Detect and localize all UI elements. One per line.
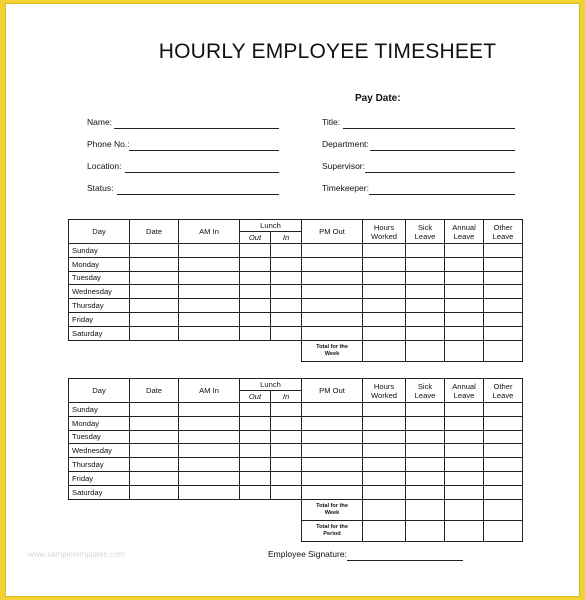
entry-cell[interactable]	[406, 485, 445, 499]
entry-cell[interactable]	[445, 430, 484, 444]
entry-cell[interactable]	[445, 444, 484, 458]
entry-cell[interactable]	[406, 458, 445, 472]
col-other-leave-line1: Other	[493, 381, 513, 391]
entry-cell[interactable]	[484, 271, 523, 285]
col-sick-leave-line2: Leave	[414, 390, 436, 400]
entry-cell[interactable]	[445, 285, 484, 299]
day-cell: Friday	[69, 312, 130, 326]
entry-cell[interactable]	[130, 326, 179, 340]
table-row	[69, 326, 523, 340]
entry-cell[interactable]	[130, 271, 179, 285]
entry-cell[interactable]	[240, 271, 271, 285]
pay-date-label: Pay Date:	[355, 93, 401, 104]
entry-cell[interactable]	[179, 285, 240, 299]
entry-cell[interactable]	[406, 416, 445, 430]
supervisor-line	[365, 172, 515, 173]
signature-line	[347, 560, 463, 561]
entry-cell[interactable]	[363, 312, 406, 326]
col-other-leave-line2: Leave	[492, 390, 514, 400]
entry-cell[interactable]	[271, 458, 302, 472]
entry-cell[interactable]	[271, 312, 302, 326]
entry-cell[interactable]	[302, 416, 363, 430]
col-lunch-in: In	[271, 232, 302, 244]
total-cell[interactable]	[363, 520, 406, 541]
day-cell: Friday	[69, 471, 130, 485]
watermark: www.sampletemplates.com	[28, 550, 125, 559]
total-period-label	[302, 520, 363, 541]
entry-cell[interactable]	[271, 403, 302, 417]
entry-cell[interactable]	[406, 326, 445, 340]
entry-cell[interactable]	[445, 299, 484, 313]
location-field[interactable]	[87, 161, 279, 173]
total-line2: Week	[324, 509, 340, 516]
entry-cell[interactable]	[130, 444, 179, 458]
entry-cell[interactable]	[130, 285, 179, 299]
table-row	[69, 244, 523, 258]
blank-cell	[69, 520, 302, 541]
entry-cell[interactable]	[363, 444, 406, 458]
entry-cell[interactable]	[484, 416, 523, 430]
table-row	[69, 430, 523, 444]
blank-cell	[69, 340, 302, 361]
entry-cell[interactable]	[445, 416, 484, 430]
col-day: Day	[69, 379, 130, 403]
total-week-label	[302, 499, 363, 520]
entry-cell[interactable]	[240, 299, 271, 313]
entry-cell[interactable]	[179, 416, 240, 430]
entry-cell[interactable]	[179, 444, 240, 458]
col-other-leave	[484, 379, 523, 403]
col-annual-leave-line2: Leave	[453, 231, 475, 241]
col-lunch: Lunch	[240, 379, 302, 391]
entry-cell[interactable]	[240, 244, 271, 258]
col-hours-worked	[363, 220, 406, 244]
title-label: Title:	[322, 117, 341, 127]
entry-cell[interactable]	[406, 285, 445, 299]
total-line1: Total for the	[316, 523, 348, 530]
entry-cell[interactable]	[406, 312, 445, 326]
entry-cell[interactable]	[406, 430, 445, 444]
total-cell[interactable]	[406, 340, 445, 361]
entry-cell[interactable]	[240, 416, 271, 430]
status-field[interactable]	[87, 183, 279, 195]
col-other-leave	[484, 220, 523, 244]
total-cell[interactable]	[406, 499, 445, 520]
col-sick-leave	[406, 379, 445, 403]
col-pm-out: PM Out	[302, 220, 363, 244]
supervisor-field[interactable]	[322, 161, 515, 173]
entry-cell[interactable]	[271, 326, 302, 340]
col-lunch: Lunch	[240, 220, 302, 232]
col-annual-leave-line1: Annual	[452, 222, 476, 232]
name-label: Name:	[87, 117, 113, 127]
total-cell[interactable]	[363, 340, 406, 361]
table-row	[69, 458, 523, 472]
table-row	[69, 299, 523, 313]
entry-cell[interactable]	[302, 285, 363, 299]
blank-cell	[69, 499, 302, 520]
entry-cell[interactable]	[406, 444, 445, 458]
day-cell: Tuesday	[69, 271, 130, 285]
col-am-in: AM In	[179, 220, 240, 244]
total-cell[interactable]	[484, 499, 523, 520]
col-other-leave-line2: Leave	[492, 231, 514, 241]
entry-cell[interactable]	[271, 416, 302, 430]
entry-cell[interactable]	[363, 485, 406, 499]
entry-cell[interactable]	[240, 285, 271, 299]
entry-cell[interactable]	[484, 257, 523, 271]
entry-cell[interactable]	[240, 257, 271, 271]
total-line2: Week	[324, 350, 340, 357]
entry-cell[interactable]	[445, 471, 484, 485]
table-row	[69, 444, 523, 458]
entry-cell[interactable]	[484, 312, 523, 326]
total-row	[69, 499, 523, 520]
timekeeper-line	[369, 194, 515, 195]
entry-cell[interactable]	[302, 244, 363, 258]
total-cell[interactable]	[445, 520, 484, 541]
entry-cell[interactable]	[130, 458, 179, 472]
entry-cell[interactable]	[445, 271, 484, 285]
col-annual-leave	[445, 220, 484, 244]
entry-cell[interactable]	[302, 458, 363, 472]
entry-cell[interactable]	[363, 257, 406, 271]
entry-cell[interactable]	[445, 244, 484, 258]
day-cell: Saturday	[69, 326, 130, 340]
day-cell: Saturday	[69, 485, 130, 499]
total-cell[interactable]	[363, 499, 406, 520]
entry-cell[interactable]	[484, 458, 523, 472]
entry-cell[interactable]	[484, 471, 523, 485]
entry-cell[interactable]	[484, 485, 523, 499]
entry-cell[interactable]	[179, 257, 240, 271]
entry-cell[interactable]	[179, 430, 240, 444]
status-label: Status:	[87, 183, 114, 193]
entry-cell[interactable]	[179, 271, 240, 285]
entry-cell[interactable]	[484, 444, 523, 458]
entry-cell[interactable]	[271, 285, 302, 299]
entry-cell[interactable]	[484, 299, 523, 313]
entry-cell[interactable]	[240, 471, 271, 485]
entry-cell[interactable]	[445, 403, 484, 417]
entry-cell[interactable]	[271, 471, 302, 485]
col-hours-worked-line2: Worked	[371, 231, 398, 241]
total-cell[interactable]	[484, 520, 523, 541]
entry-cell[interactable]	[406, 403, 445, 417]
col-annual-leave-line1: Annual	[452, 381, 476, 391]
entry-cell[interactable]	[179, 458, 240, 472]
entry-cell[interactable]	[271, 244, 302, 258]
entry-cell[interactable]	[406, 257, 445, 271]
entry-cell[interactable]	[363, 285, 406, 299]
status-line	[117, 194, 279, 195]
timesheet-page	[6, 4, 579, 596]
entry-cell[interactable]	[406, 244, 445, 258]
entry-cell[interactable]	[240, 326, 271, 340]
col-annual-leave	[445, 379, 484, 403]
col-sick-leave	[406, 220, 445, 244]
timekeeper-field[interactable]	[322, 183, 515, 195]
entry-cell[interactable]	[271, 257, 302, 271]
entry-cell[interactable]	[130, 312, 179, 326]
entry-cell[interactable]	[130, 257, 179, 271]
entry-cell[interactable]	[302, 299, 363, 313]
col-hours-worked-line1: Hours	[373, 381, 395, 391]
entry-cell[interactable]	[179, 299, 240, 313]
entry-cell[interactable]	[302, 444, 363, 458]
entry-cell[interactable]	[302, 471, 363, 485]
entry-cell[interactable]	[179, 244, 240, 258]
entry-cell[interactable]	[484, 326, 523, 340]
entry-cell[interactable]	[445, 257, 484, 271]
entry-cell[interactable]	[302, 326, 363, 340]
day-cell: Wednesday	[69, 444, 130, 458]
entry-cell[interactable]	[363, 430, 406, 444]
entry-cell[interactable]	[271, 430, 302, 444]
entry-cell[interactable]	[179, 312, 240, 326]
timekeeper-label: Timekeeper:	[322, 183, 369, 193]
total-cell[interactable]	[445, 499, 484, 520]
entry-cell[interactable]	[130, 403, 179, 417]
table-row	[69, 471, 523, 485]
entry-cell[interactable]	[484, 285, 523, 299]
entry-cell[interactable]	[445, 458, 484, 472]
total-line2: Period	[323, 530, 341, 537]
phone-label: Phone No.:	[87, 139, 130, 149]
entry-cell[interactable]	[445, 312, 484, 326]
entry-cell[interactable]	[302, 271, 363, 285]
entry-cell[interactable]	[445, 326, 484, 340]
phone-line	[129, 150, 279, 151]
entry-cell[interactable]	[240, 444, 271, 458]
entry-cell[interactable]	[130, 471, 179, 485]
table-row	[69, 485, 523, 499]
entry-cell[interactable]	[130, 416, 179, 430]
entry-cell[interactable]	[240, 485, 271, 499]
week-1-table	[68, 219, 523, 362]
day-cell: Wednesday	[69, 285, 130, 299]
page-title: HOURLY EMPLOYEE TIMESHEET	[158, 40, 497, 63]
entry-cell[interactable]	[179, 471, 240, 485]
day-cell: Monday	[69, 257, 130, 271]
entry-cell[interactable]	[130, 299, 179, 313]
entry-cell[interactable]	[302, 403, 363, 417]
signature-label: Employee Signature:	[268, 549, 347, 559]
entry-cell[interactable]	[130, 485, 179, 499]
col-lunch-in: In	[271, 391, 302, 403]
entry-cell[interactable]	[271, 444, 302, 458]
table-row	[69, 271, 523, 285]
total-row	[69, 340, 523, 361]
day-cell: Tuesday	[69, 430, 130, 444]
col-lunch-out: Out	[240, 391, 271, 403]
entry-cell[interactable]	[130, 430, 179, 444]
entry-cell[interactable]	[240, 430, 271, 444]
header-row	[69, 379, 523, 391]
department-line	[370, 150, 515, 151]
entry-cell[interactable]	[363, 326, 406, 340]
total-cell[interactable]	[406, 520, 445, 541]
entry-cell[interactable]	[179, 326, 240, 340]
entry-cell[interactable]	[271, 271, 302, 285]
entry-cell[interactable]	[363, 271, 406, 285]
table-row	[69, 312, 523, 326]
entry-cell[interactable]	[240, 403, 271, 417]
department-label: Department:	[322, 139, 369, 149]
entry-cell[interactable]	[179, 485, 240, 499]
day-cell: Thursday	[69, 458, 130, 472]
col-am-in: AM In	[179, 379, 240, 403]
total-line1: Total for the	[316, 502, 348, 509]
total-week-label	[302, 340, 363, 361]
total-cell[interactable]	[484, 340, 523, 361]
entry-cell[interactable]	[363, 471, 406, 485]
supervisor-label: Supervisor:	[322, 161, 365, 171]
entry-cell[interactable]	[406, 299, 445, 313]
col-other-leave-line1: Other	[493, 222, 513, 232]
entry-cell[interactable]	[484, 403, 523, 417]
title-field[interactable]	[322, 117, 515, 129]
entry-cell[interactable]	[302, 312, 363, 326]
entry-cell[interactable]	[130, 244, 179, 258]
entry-cell[interactable]	[363, 299, 406, 313]
entry-cell[interactable]	[240, 458, 271, 472]
entry-cell[interactable]	[363, 416, 406, 430]
department-field[interactable]	[322, 139, 515, 151]
col-date: Date	[130, 220, 179, 244]
total-line1: Total for the	[316, 343, 348, 350]
col-hours-worked-line2: Worked	[371, 390, 398, 400]
table-row	[69, 257, 523, 271]
day-cell: Monday	[69, 416, 130, 430]
col-annual-leave-line2: Leave	[453, 390, 475, 400]
entry-cell[interactable]	[484, 430, 523, 444]
total-cell[interactable]	[445, 340, 484, 361]
week-2-table	[68, 378, 523, 542]
col-day: Day	[69, 220, 130, 244]
col-hours-worked-line1: Hours	[373, 222, 395, 232]
entry-cell[interactable]	[406, 471, 445, 485]
entry-cell[interactable]	[240, 312, 271, 326]
col-hours-worked	[363, 379, 406, 403]
day-cell: Sunday	[69, 403, 130, 417]
table-row	[69, 285, 523, 299]
title-line	[343, 128, 515, 129]
col-date: Date	[130, 379, 179, 403]
table-row	[69, 416, 523, 430]
header-row	[69, 220, 523, 232]
entry-cell[interactable]	[363, 403, 406, 417]
entry-cell[interactable]	[179, 403, 240, 417]
entry-cell[interactable]	[302, 430, 363, 444]
day-cell: Sunday	[69, 244, 130, 258]
entry-cell[interactable]	[271, 299, 302, 313]
entry-cell[interactable]	[271, 485, 302, 499]
col-pm-out: PM Out	[302, 379, 363, 403]
col-sick-leave-line1: Sick	[417, 381, 433, 391]
location-line	[125, 172, 279, 173]
col-lunch-out: Out	[240, 232, 271, 244]
entry-cell[interactable]	[302, 485, 363, 499]
entry-cell[interactable]	[445, 485, 484, 499]
entry-cell[interactable]	[363, 244, 406, 258]
name-field[interactable]	[87, 117, 279, 129]
col-sick-leave-line1: Sick	[417, 222, 433, 232]
total-row	[69, 520, 523, 541]
entry-cell[interactable]	[484, 244, 523, 258]
col-sick-leave-line2: Leave	[414, 231, 436, 241]
entry-cell[interactable]	[302, 257, 363, 271]
location-label: Location:	[87, 161, 122, 171]
entry-cell[interactable]	[406, 271, 445, 285]
day-cell: Thursday	[69, 299, 130, 313]
entry-cell[interactable]	[363, 458, 406, 472]
table-row	[69, 403, 523, 417]
phone-field[interactable]	[87, 139, 279, 151]
name-line	[114, 128, 279, 129]
employee-signature-field[interactable]	[268, 549, 347, 559]
